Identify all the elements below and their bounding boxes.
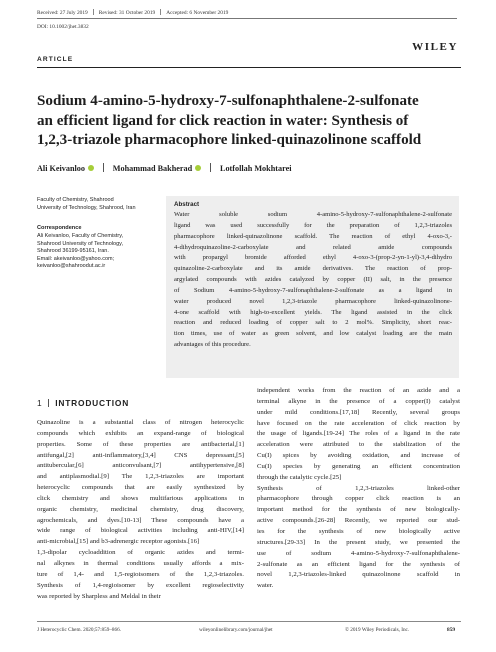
- orcid-icon[interactable]: [88, 165, 94, 171]
- body-text-line: Cu(I) species by generating an efficient concentration: [257, 462, 460, 470]
- correspondence-line: Shahrood 36199-95161, Iran.: [37, 248, 109, 255]
- body-text-line: 2-sulfonate as an efficient ligand for the synthesis of: [257, 560, 460, 568]
- abstract-line: quinazoline-2-carboxylate and its amide derivatives. The reaction of prop-: [174, 265, 452, 273]
- copyright: © 2019 Wiley Periodicals, Inc.: [345, 627, 410, 633]
- body-column-right: [257, 386, 460, 592]
- body-text-line: Cu(I) spices by avoiding oxidation, and increase of: [257, 452, 460, 460]
- body-text-line: click chemistry and shows multifarious applications in: [37, 494, 244, 502]
- body-text-line: have focused on the rate acceleration of click reaction by: [257, 419, 460, 427]
- abstract-line: tion times, use of water as green solvent, and low catalyst loading are the main: [174, 330, 452, 338]
- title-line: an efficient ligand for click reaction in water: Synthesis of: [37, 112, 409, 129]
- orcid-icon[interactable]: [195, 165, 201, 171]
- doi-link[interactable]: DOI: 10.1002/jhet.3832: [37, 24, 89, 30]
- body-text-line: water.: [257, 582, 274, 590]
- body-text-line: compounds which exhibits an expand-range of biological: [37, 429, 244, 437]
- author-name[interactable]: Ali Keivanloo: [37, 164, 85, 173]
- section-title: INTRODUCTION: [55, 398, 130, 408]
- body-text-line: agrochemicals, and dyes.[10-13] These compounds have a: [37, 516, 244, 524]
- publisher-logo: WILEY: [412, 41, 458, 53]
- body-text-line: structures.[29-33] In the present study, we presented the: [257, 538, 460, 546]
- body-text-line: was reported by Sharpless and Meldal in their: [37, 592, 161, 600]
- body-text-line: and antiplasmodial.[9] The 1,2,3-triazoles are important: [37, 473, 244, 481]
- abstract-line: with propargyl bromide afforded ethyl 4-oxo-3-(prop-2-yn-1-yl)-3,4-dihydro: [174, 254, 452, 262]
- affiliation-line: Faculty of Chemistry, Shahrood: [37, 197, 114, 203]
- section-number: 1: [37, 398, 43, 408]
- body-text-line: nal alkynes in thermal conditions usually affords a mix-: [37, 559, 244, 567]
- header-divider: [37, 18, 457, 19]
- body-text-line: use of sodium 4-amino-5-hydroxy-7-sulfonaphthalene-: [257, 549, 460, 557]
- author-list: [37, 163, 291, 173]
- body-text-line: independent works from the reaction of an azide and a: [257, 387, 460, 394]
- affiliation: [37, 197, 152, 212]
- abstract-text: [174, 210, 452, 351]
- article-title: [37, 92, 467, 151]
- body-text-line: wide range of biological activities including anti-HIV,[14]: [37, 527, 244, 535]
- body-text-line: heterocyclic compounds that are easily synthesized by: [37, 484, 244, 492]
- abstract-line: advantages of this procedure.: [174, 341, 251, 349]
- correspondence-email[interactable]: keivanloo@shahroodut.ac.ir: [37, 263, 106, 270]
- abstract-line: of Sodium 4-amino-5-hydroxy-7-sulfonaphthalene-2-sulfonate as a ligand in: [174, 286, 452, 294]
- abstract-heading: Abstract: [174, 201, 200, 208]
- body-text-line: ies for the synthesis of new biologically active: [257, 527, 460, 535]
- body-text-line: terminal alkyne in the presence of a copper(I) catalyst: [257, 397, 460, 405]
- body-text-line: pharmacophore through copper click reaction is an: [257, 495, 460, 503]
- body-text-line: Quinazoline is a substantial class of nitrogen heterocyclic: [37, 419, 244, 426]
- body-text-line: antitubercular,[6] anticonvulsant,[7] antihypertensive,[8]: [37, 462, 244, 470]
- revised-date: Revised: 31 October 2019: [98, 10, 156, 16]
- section-heading: [37, 398, 129, 408]
- affiliation-line: University of Technology, Shahrood, Iran: [37, 204, 136, 211]
- body-text-line: the usage of ligands.[19-24] The roles of a ligand in the rate: [257, 430, 460, 438]
- correspondence-email[interactable]: Email: akeivanloo@yahoo.com;: [37, 255, 115, 262]
- body-text-line: Synthesis of 1,4-regioisomer by excellent regioselectivity: [37, 581, 244, 589]
- correspondence-line: Shahrood University of Technology,: [37, 240, 124, 247]
- body-column-left: [37, 418, 244, 602]
- author-name[interactable]: Mohammad Bakherad: [112, 164, 193, 173]
- accepted-date: Accepted: 6 November 2019: [166, 10, 229, 16]
- abstract-line: Water soluble sodium 4-amino-5-hydroxy-7-sulfonaphthalene-2-sulfonate: [174, 211, 452, 218]
- article-type-label: ARTICLE: [37, 56, 74, 63]
- body-text-line: through the catalytic cycle.[25]: [257, 473, 342, 481]
- correspondence-heading: Correspondence: [37, 225, 82, 231]
- body-text-line: active compounds.[26-28] Recently, we reported our stud-: [257, 517, 460, 525]
- title-line: 1,2,3-triazole pharmacophore linked-quinazolinone scaffold: [37, 132, 422, 148]
- body-text-line: anti-microbial,[15] and b3-adrenergic receptor agonists.[16]: [37, 538, 200, 546]
- body-text-line: novel 1,2,3-triazoles-linked quinazolinone scaffold in: [257, 571, 460, 579]
- body-text-line: 1,3-dipolar cycloaddition of organic azides and termi-: [37, 549, 244, 557]
- abstract-line: reaction and reduced loading of copper salt to 2 mol%. Simplicity, short reac-: [174, 319, 452, 327]
- abstract-line: ligand was used successfully for the preparation of 1,2,3-triazoles: [174, 221, 452, 229]
- footer-divider: [37, 621, 461, 622]
- body-text-line: important method for the synthesis of new biologically-: [257, 506, 460, 514]
- article-history: [37, 9, 228, 16]
- received-date: Received: 27 July 2019: [37, 10, 88, 16]
- abstract-line: argylated compounds with azides catalyzed by copper (II) salt, in the presence: [174, 276, 452, 284]
- abstract-line: water produced novel 1,2,3-triazole pharmacophore linked-quinazolinone-: [174, 297, 452, 305]
- abstract-line: 4-dihydroquinazoline-2-carboxylate and related amide compounds: [174, 243, 452, 251]
- abstract-line: 4-one scaffold with high-to-excellent yields. The ligand assisted in the click: [174, 308, 452, 316]
- author-divider: [103, 163, 104, 172]
- correspondence-line: Ali Keivanloo, Faculty of Chemistry,: [37, 233, 124, 239]
- journal-url[interactable]: wileyonlinelibrary.com/journal/jhet: [199, 627, 273, 633]
- title-line: Sodium 4-amino-5-hydroxy-7-sulfonaphthalene-2-sulfonate: [37, 93, 419, 109]
- journal-citation: J Heterocyclic Chem. 2020;57:859–866.: [37, 627, 121, 633]
- body-text-line: under mild conditions.[17,18] Recently, several groups: [257, 408, 460, 416]
- body-text-line: properties. Some of these properties are antibacterial,[1]: [37, 440, 244, 448]
- body-text-line: acceleration were attributed to the stabilization of the: [257, 441, 460, 449]
- correspondence-block: [37, 233, 155, 271]
- author-name[interactable]: Lotfollah Mokhtarei: [219, 164, 292, 173]
- author-divider: [210, 163, 211, 172]
- abstract-line: pharmacophore linked-quinazolinone scaffold. The reaction of ethyl 4-oxo-3,-: [174, 232, 452, 240]
- body-text-line: Synthesis of 1,2,3-triazoles linked-other: [257, 484, 460, 492]
- article-type-divider: [37, 67, 461, 68]
- page-number: 859: [447, 627, 456, 633]
- body-text-line: organic chemistry, medicinal chemistry, drug discovery,: [37, 505, 244, 513]
- body-text-line: ture of 1,4- and 1,5-regioisomers of the 1,2,3-triazoles.: [37, 570, 244, 578]
- body-text-line: antifungal,[2] anti-inflammatory,[3,4] CNS depressant,[5]: [37, 451, 244, 459]
